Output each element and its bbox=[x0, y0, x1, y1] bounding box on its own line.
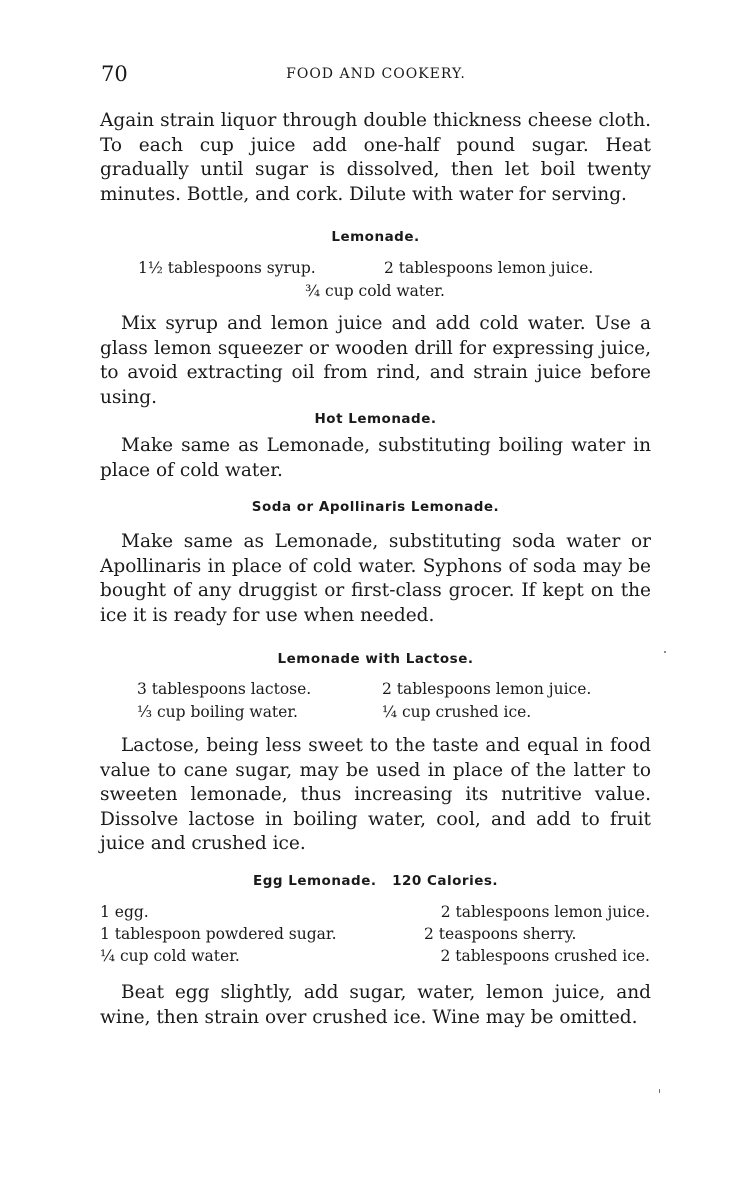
ingredient-crushed-ice: 2 tablespoons crushed ice. bbox=[440, 947, 650, 965]
hot-lemonade-title: Hot Lemonade. bbox=[314, 411, 437, 427]
scan-speck bbox=[664, 651, 666, 653]
ingredient-lemon-juice: 2 tablespoons lemon juice. bbox=[384, 259, 594, 277]
lactose-lemonade-title: Lemonade with Lactose. bbox=[277, 651, 474, 667]
lemonade-directions: Mix syrup and lemon juice and add cold water. Use a glass lemon squeezer or wooden drill for expressing juice, to avoid extracting oil from rind, and strain juice before using. bbox=[100, 313, 651, 408]
page-number: 70 bbox=[101, 62, 128, 86]
lemonade-title: Lemonade. bbox=[331, 229, 420, 245]
lactose-lemonade-directions: Lactose, being less sweet to the taste and equal in food value to cane sugar, may be used in place of the latter to sweeten lemonade, thus increasing its nutritive value. Dissolve lactose in boiling water, cool, and add to fruit juice and crushed ice. bbox=[100, 735, 651, 854]
soda-lemonade-title: Soda or Apollinaris Lemonade. bbox=[251, 499, 500, 515]
ingredient-cold-water: ¾ cup cold water. bbox=[305, 282, 445, 300]
scan-speck bbox=[659, 1089, 660, 1093]
ingredient-lactose: 3 tablespoons lactose. bbox=[137, 680, 312, 698]
ingredient-crushed-ice: ¼ cup crushed ice. bbox=[382, 703, 532, 721]
ingredient-lemon-juice: 2 tablespoons lemon juice. bbox=[440, 903, 650, 921]
ingredient-egg: 1 egg. bbox=[100, 903, 149, 921]
egg-lemonade-directions: Beat egg slightly, add sugar, water, lemon juice, and wine, then strain over crushed ice. Wine may be omitted. bbox=[100, 982, 651, 1028]
soda-lemonade-directions: Make same as Lemonade, substituting soda water or Apollinaris in place of cold water. Syphons of soda may be bought of any druggist or first-class grocer. If kept on the ice it is ready for use when needed. bbox=[100, 531, 651, 626]
ingredient-lemon-juice: 2 tablespoons lemon juice. bbox=[382, 680, 592, 698]
hot-lemonade-directions: Make same as Lemonade, substituting boiling water in place of cold water. bbox=[100, 435, 651, 481]
running-title: FOOD AND COOKERY. bbox=[286, 66, 466, 82]
ingredient-boiling-water: ⅓ cup boiling water. bbox=[137, 703, 298, 721]
ingredient-cold-water: ¼ cup cold water. bbox=[100, 947, 240, 965]
page-header bbox=[101, 62, 651, 88]
ingredient-sherry: 2 teaspoons sherry. bbox=[424, 925, 577, 943]
egg-lemonade-heading bbox=[100, 873, 651, 889]
egg-lemonade-title: Egg Lemonade. bbox=[252, 873, 377, 889]
ingredient-powdered-sugar: 1 tablespoon powdered sugar. bbox=[100, 925, 337, 943]
egg-lemonade-calories: 120 Calories. bbox=[392, 873, 499, 889]
ingredient-syrup: 1½ tablespoons syrup. bbox=[138, 259, 316, 277]
intro-paragraph: Again strain liquor through double thickness cheese cloth. To each cup juice add one-half pound sugar. Heat gradually until sugar is dissolved, then let boil twenty minutes. Bottle, and cork. Dilute with water for serving. bbox=[100, 110, 651, 205]
